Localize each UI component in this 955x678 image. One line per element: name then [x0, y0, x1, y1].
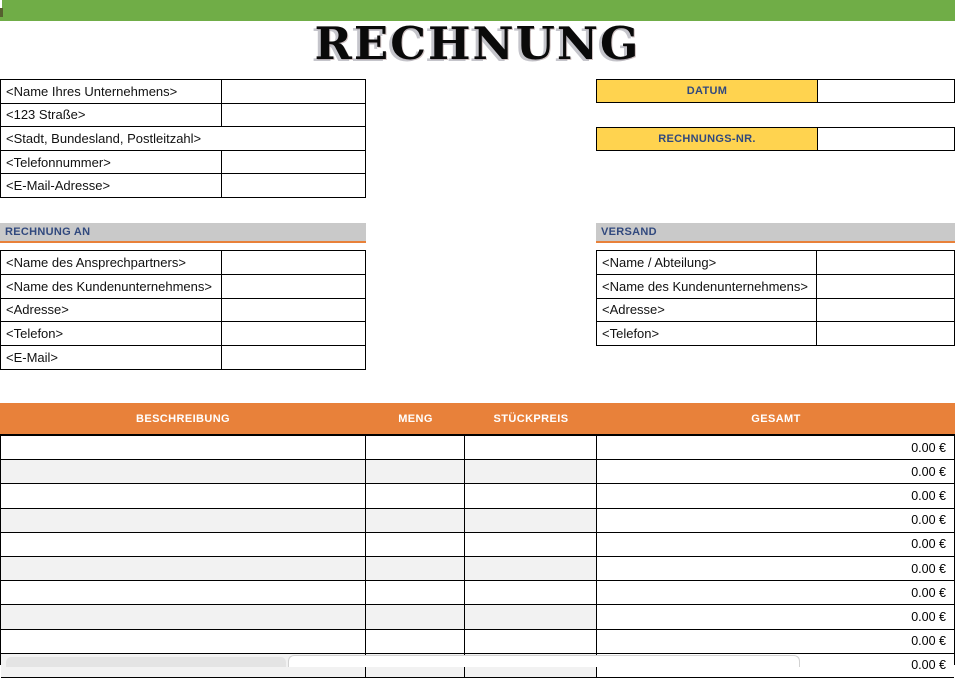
header-stueckpreis: STÜCKPREIS	[493, 412, 569, 425]
billing-row-contact	[1, 251, 365, 275]
company-row-street	[1, 104, 365, 128]
item-description-cell[interactable]	[1, 460, 366, 483]
item-total-cell: 0.00 €	[597, 654, 955, 677]
item-unitprice-cell[interactable]	[465, 436, 597, 459]
item-row	[1, 509, 954, 533]
shipping-name-label: <Name / Abteilung>	[597, 251, 817, 274]
item-description-cell[interactable]	[1, 581, 366, 604]
datum-row	[596, 79, 955, 103]
billing-email-label: <E-Mail>	[1, 346, 222, 369]
item-unitprice-cell[interactable]	[465, 509, 597, 532]
item-row	[1, 557, 954, 581]
item-unitprice-cell[interactable]	[465, 533, 597, 556]
item-row	[1, 581, 954, 605]
item-row	[1, 605, 954, 629]
billing-address-input[interactable]	[222, 299, 365, 322]
item-quantity-cell[interactable]	[366, 630, 465, 653]
shipping-address-label: <Adresse>	[597, 299, 817, 322]
rechnungs-nr-row	[596, 127, 955, 151]
item-total-cell: 0.00 €	[597, 557, 955, 580]
header-menge: MENG	[398, 412, 433, 425]
billing-row-phone	[1, 322, 365, 346]
item-total-cell: 0.00 €	[597, 605, 955, 628]
billing-table	[0, 250, 366, 370]
company-street-input[interactable]	[222, 104, 365, 127]
bottom-tab-inactive[interactable]	[6, 657, 286, 667]
company-name-input[interactable]	[222, 80, 365, 103]
company-email-label: <E-Mail-Adresse>	[1, 174, 222, 197]
shipping-row-address	[597, 299, 954, 323]
shipping-phone-input[interactable]	[817, 322, 954, 345]
item-quantity-cell[interactable]	[366, 557, 465, 580]
item-unitprice-cell[interactable]	[465, 605, 597, 628]
billing-row-email	[1, 346, 365, 369]
item-quantity-cell[interactable]	[366, 509, 465, 532]
billing-phone-input[interactable]	[222, 322, 365, 345]
top-bar-gap	[0, 0, 2, 8]
item-unitprice-cell[interactable]	[465, 460, 597, 483]
item-row	[1, 460, 954, 484]
datum-input[interactable]	[818, 79, 955, 103]
header-gesamt: GESAMT	[751, 412, 801, 425]
item-unitprice-cell[interactable]	[465, 557, 597, 580]
item-unitprice-cell[interactable]	[465, 630, 597, 653]
billing-row-company	[1, 275, 365, 299]
item-total-cell: 0.00 €	[597, 533, 955, 556]
shipping-row-phone	[597, 322, 954, 345]
item-total-cell: 0.00 €	[597, 630, 955, 653]
company-city-label: <Stadt, Bundesland, Postleitzahl>	[6, 130, 202, 146]
company-phone-label: <Telefonnummer>	[1, 151, 222, 174]
item-quantity-cell[interactable]	[366, 533, 465, 556]
top-bar-notch	[0, 8, 3, 17]
billing-company-label: <Name des Kundenunternehmens>	[1, 275, 222, 298]
item-total-cell: 0.00 €	[597, 436, 955, 459]
company-email-input[interactable]	[222, 174, 365, 197]
company-info-table	[0, 79, 366, 198]
item-unitprice-cell[interactable]	[465, 581, 597, 604]
item-row	[1, 436, 954, 460]
item-total-cell: 0.00 €	[597, 484, 955, 507]
company-row-email	[1, 174, 365, 197]
item-description-cell[interactable]	[1, 605, 366, 628]
item-row	[1, 630, 954, 654]
item-quantity-cell[interactable]	[366, 436, 465, 459]
item-total-cell: 0.00 €	[597, 509, 955, 532]
page-title: RECHNUNG	[314, 17, 641, 70]
item-description-cell[interactable]	[1, 533, 366, 556]
item-description-cell[interactable]	[1, 509, 366, 532]
shipping-name-input[interactable]	[817, 251, 954, 274]
rechnungs-nr-input[interactable]	[818, 127, 955, 151]
shipping-row-name	[597, 251, 954, 275]
item-quantity-cell[interactable]	[366, 581, 465, 604]
item-unitprice-cell[interactable]	[465, 484, 597, 507]
company-row-phone	[1, 151, 365, 175]
item-total-cell: 0.00 €	[597, 460, 955, 483]
item-description-cell[interactable]	[1, 557, 366, 580]
shipping-section-header: VERSAND	[596, 223, 955, 243]
billing-contact-input[interactable]	[222, 251, 365, 274]
bottom-tab-active[interactable]	[288, 655, 800, 667]
item-description-cell[interactable]	[1, 630, 366, 653]
billing-company-input[interactable]	[222, 275, 365, 298]
items-table-body	[0, 434, 955, 673]
item-description-cell[interactable]	[1, 436, 366, 459]
item-row	[1, 484, 954, 508]
shipping-table	[596, 250, 955, 346]
company-phone-input[interactable]	[222, 151, 365, 174]
item-quantity-cell[interactable]	[366, 605, 465, 628]
shipping-address-input[interactable]	[817, 299, 954, 322]
item-row	[1, 533, 954, 557]
billing-phone-label: <Telefon>	[1, 322, 222, 345]
company-row-city[interactable]	[1, 127, 365, 151]
billing-contact-label: <Name des Ansprechpartners>	[1, 251, 222, 274]
billing-section-header: RECHNUNG AN	[0, 223, 366, 243]
billing-row-address	[1, 299, 365, 323]
rechnungs-nr-label: RECHNUNGS-NR.	[596, 127, 818, 151]
company-street-label: <123 Straße>	[1, 104, 222, 127]
company-name-label: <Name Ihres Unternehmens>	[1, 80, 222, 103]
items-table-header	[0, 403, 955, 434]
item-quantity-cell[interactable]	[366, 460, 465, 483]
shipping-phone-label: <Telefon>	[597, 322, 817, 345]
header-beschreibung: BESCHREIBUNG	[135, 412, 231, 425]
billing-email-input[interactable]	[222, 346, 365, 369]
shipping-row-company	[597, 275, 954, 299]
item-total-cell: 0.00 €	[597, 581, 955, 604]
item-description-cell[interactable]	[1, 484, 366, 507]
shipping-company-input[interactable]	[817, 275, 954, 298]
shipping-company-label: <Name des Kundenunternehmens>	[597, 275, 817, 298]
datum-label: DATUM	[596, 79, 818, 103]
company-row-name	[1, 80, 365, 104]
billing-address-label: <Adresse>	[1, 299, 222, 322]
item-quantity-cell[interactable]	[366, 484, 465, 507]
